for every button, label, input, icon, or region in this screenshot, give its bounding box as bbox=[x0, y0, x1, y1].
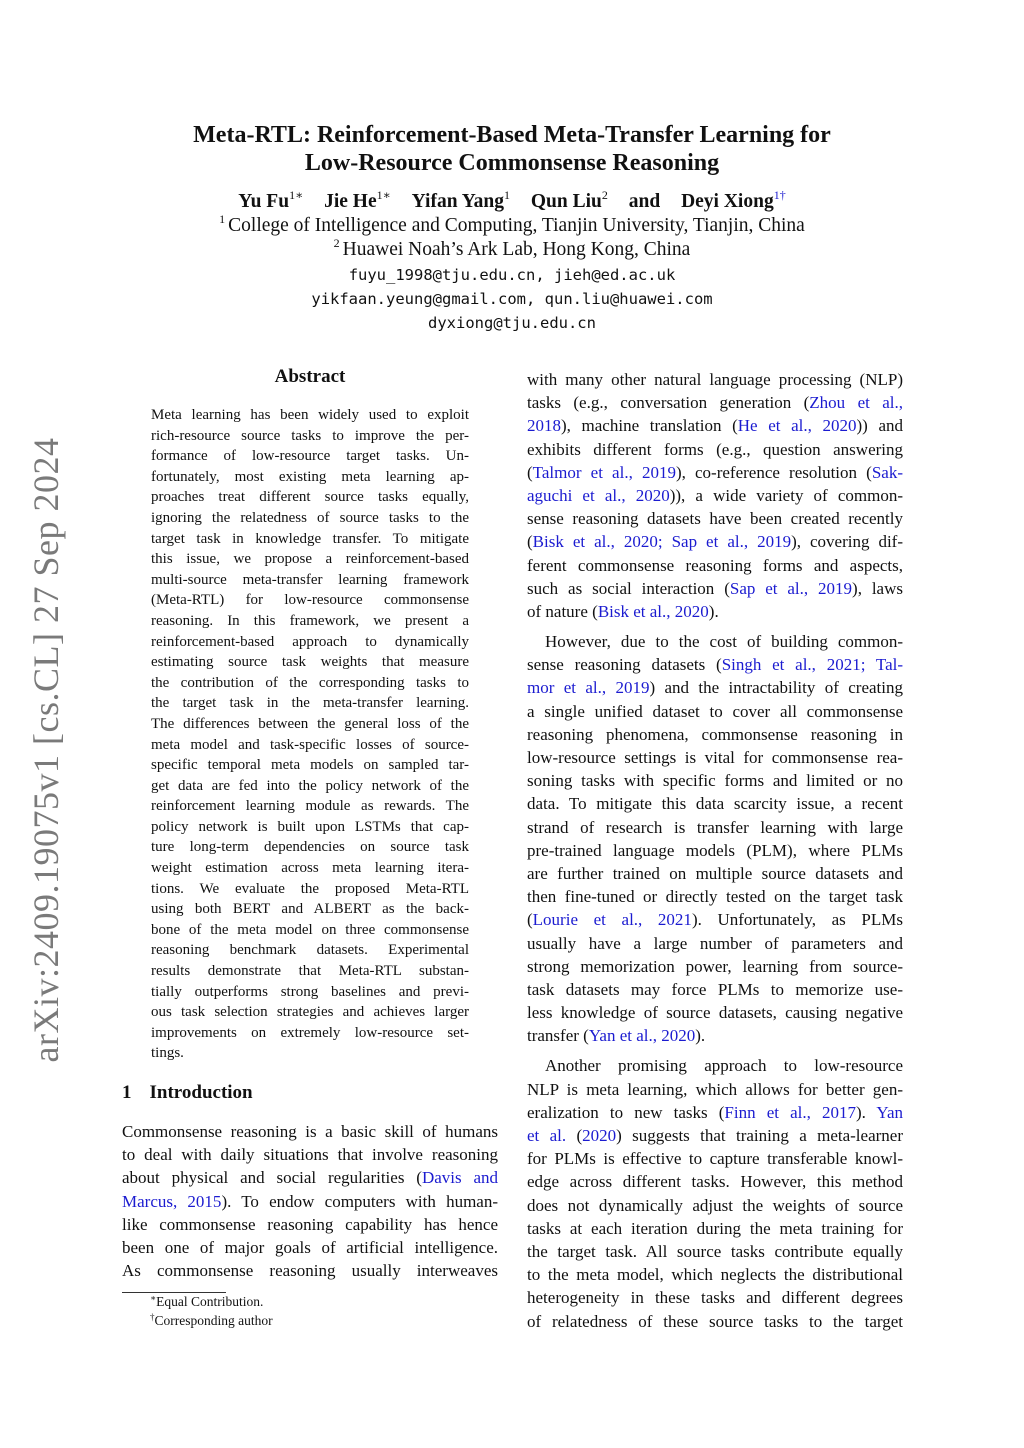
author: Jie $He^{1∗}$ bbox=[324, 188, 391, 212]
body-line: mor et al., 2019) and the intractability of creating bbox=[527, 678, 903, 698]
body-line: are further trained on multiple source datasets and bbox=[527, 863, 903, 883]
affiliation-2: $^2$ Huawei Noah’s Ark Lab, Hong Kong, China bbox=[333, 236, 691, 260]
section-number: 1 bbox=[122, 1082, 132, 1103]
email-line-3: dyxiong@tju.edu.cn bbox=[428, 314, 596, 332]
affiliation-1: $^1$ College of Intelligence and Computing, Tianjin University, Tianjin, China bbox=[219, 212, 805, 236]
abstract-line: ous task selection strategies and achieves larger bbox=[151, 1004, 469, 1021]
citation-link[interactable]: Singh et al., 2021; Tal- bbox=[721, 655, 903, 675]
citation-link[interactable]: He et al., 2020 bbox=[737, 416, 857, 436]
body-line: of relatedness of these source tasks to the target bbox=[527, 1311, 903, 1331]
body-line: task datasets may force PLMs to memorize use- bbox=[527, 979, 903, 999]
section-heading-introduction bbox=[122, 1082, 253, 1104]
body-line: eralization to new tasks (Finn et al., 2017). Yan bbox=[527, 1102, 903, 1122]
intro-right-column bbox=[527, 368, 903, 1333]
abstract-line: this issue, we propose a reinforcement-based bbox=[151, 551, 469, 568]
body-line: low-resource settings is vital for commonsense rea- bbox=[527, 748, 903, 767]
body-line: 2018), machine translation (He et al., 2020)) and bbox=[527, 416, 904, 436]
body-line: data. To mitigate this data scarcity issue, a recent bbox=[527, 794, 903, 814]
abstract-line: reasoning. In this framework, we present a bbox=[151, 612, 469, 629]
body-line: Commonsense reasoning is a basic skill of humans bbox=[122, 1122, 498, 1141]
citation-link[interactable]: 2020 bbox=[582, 1126, 617, 1145]
abstract-line: proaches treat different source tasks equally, bbox=[151, 489, 469, 506]
citation-link[interactable]: Lourie et al., 2021 bbox=[532, 910, 692, 930]
citation-link[interactable]: Bisk et al., 2020; Sap et al., 2019 bbox=[532, 532, 792, 552]
body-line: sense reasoning datasets (Singh et al., 2021; Tal- bbox=[527, 655, 903, 675]
author-list bbox=[120, 190, 904, 214]
abstract-line: tially outperforms strong baselines and previ- bbox=[151, 983, 469, 1000]
body-line: like commonsense reasoning capability has hence bbox=[122, 1214, 498, 1234]
abstract-line: tions. We evaluate the proposed Meta-RTL bbox=[151, 880, 469, 897]
body-line: for PLMs is effective to capture transferable knowl- bbox=[527, 1149, 903, 1169]
body-line: to deal with daily situations that involve reasoning bbox=[122, 1145, 498, 1165]
citation-link[interactable]: et al. bbox=[527, 1126, 567, 1145]
body-line: tasks (e.g., conversation generation (Zhou et al., bbox=[527, 393, 903, 413]
body-line: However, due to the cost of building common- bbox=[545, 632, 903, 652]
body-line: of nature (Bisk et al., 2020). bbox=[527, 601, 719, 621]
abstract-line: estimating source task weights that measure bbox=[151, 654, 469, 671]
abstract-line: bone of the meta model on three commonsense bbox=[151, 921, 469, 938]
abstract-line: ignoring the relatedness of source tasks to the bbox=[151, 509, 469, 526]
body-line: such as social interaction (Sap et al., 2019), laws bbox=[527, 578, 903, 598]
body-line: (Lourie et al., 2021). Unfortunately, as PLMs bbox=[527, 910, 903, 930]
arxiv-identifier-stamp bbox=[20, 437, 72, 1063]
body-line: less knowledge of source datasets, causing negative bbox=[527, 1003, 903, 1023]
paper-title bbox=[120, 121, 904, 177]
author: Yifan Yang$^1$ bbox=[411, 188, 510, 212]
abstract-heading: Abstract bbox=[274, 366, 346, 387]
email-line-2: yikfaan.yeung@gmail.com, qun.liu@huawei.com bbox=[311, 290, 713, 308]
body-line: edge across different tasks. However, this method bbox=[527, 1172, 903, 1192]
abstract-line: get data are fed into the policy network of the bbox=[151, 777, 469, 794]
body-line: then fine-tuned or directly tested on the target task bbox=[527, 887, 903, 907]
citation-link[interactable]: Zhou et al., bbox=[809, 393, 903, 413]
abstract-line: Meta learning has been widely used to exploit bbox=[151, 407, 469, 423]
body-line: the target task. All source tasks contribute equally bbox=[527, 1241, 903, 1261]
body-line: been one of major goals of artificial intelligence. bbox=[122, 1237, 498, 1257]
body-line: soning tasks with specific forms and limited or no bbox=[527, 771, 903, 791]
author: Yu $Fu^{1∗}$ bbox=[238, 188, 304, 212]
body-line: strand of research is transfer learning with large bbox=[527, 817, 903, 837]
title-line-2: Low-Resource Commonsense Reasoning bbox=[304, 150, 720, 176]
abstract-line: reinforcement-based approach to dynamically bbox=[151, 633, 469, 650]
body-line: (Bisk et al., 2020; Sap et al., 2019), covering dif- bbox=[527, 532, 903, 552]
abstract-line: improvements on extremely low-resource set- bbox=[151, 1024, 469, 1041]
email-line-1: fuyu_1998@tju.edu.cn, jieh@ed.ac.uk bbox=[348, 266, 676, 284]
body-line: reasoning phenomena, commonsense reasoning in bbox=[527, 724, 903, 744]
abstract-line: formance of low-resource target tasks. Un- bbox=[151, 448, 469, 465]
body-line: Another promising approach to low-resource bbox=[545, 1056, 903, 1076]
arxiv-stamp-text: arXiv:2409.19075v1 [cs.CL] 27 Sep 2024 bbox=[26, 437, 66, 1063]
abstract-line: the contribution of the corresponding tasks to bbox=[151, 674, 469, 691]
footnote-corresponding-author: †Corresponding author bbox=[150, 1312, 273, 1328]
title-line-1: Meta-RTL: Reinforcement-Based Meta-Transfer Learning for bbox=[193, 122, 831, 148]
body-line: heterogeneity in these tasks and different degrees bbox=[527, 1288, 903, 1308]
citation-link[interactable]: Bisk et al., 2020 bbox=[597, 601, 709, 621]
body-line: As commonsense reasoning usually interweaves bbox=[122, 1261, 498, 1281]
citation-link[interactable]: Finn et al., 2017 bbox=[724, 1102, 856, 1122]
abstract-line: policy network is built upon LSTMs that cap- bbox=[151, 818, 469, 835]
body-line: Marcus, 2015). To endow computers with human- bbox=[122, 1191, 499, 1211]
abstract-body bbox=[151, 405, 469, 1064]
abstract-line: fortunately, most existing meta learning ap- bbox=[151, 468, 469, 485]
citation-link[interactable]: Marcus, 2015 bbox=[122, 1191, 222, 1211]
body-line: about physical and social regularities (Davis and bbox=[122, 1168, 498, 1188]
section-title: Introduction bbox=[149, 1082, 253, 1103]
body-line: ferent commonsense reasoning forms and aspects, bbox=[527, 555, 903, 575]
abstract-line: using both BERT and ALBERT as the back- bbox=[151, 901, 469, 918]
body-line: strong memorization power, learning from source- bbox=[527, 956, 903, 976]
citation-link[interactable]: Sap et al., 2019 bbox=[729, 578, 853, 598]
author: Deyi Xiong$^{1\dagger}$ bbox=[681, 188, 786, 212]
footnote-equal-contribution: ∗Equal Contribution. bbox=[150, 1293, 264, 1309]
body-line: exhibits different forms (e.g., question answering bbox=[527, 439, 903, 459]
body-line: et al. (2020) suggests that training a meta-learner bbox=[527, 1126, 903, 1145]
abstract-line: weight estimation across meta learning itera- bbox=[151, 860, 469, 877]
citation-link[interactable]: Yan et al., 2020 bbox=[588, 1026, 696, 1046]
abstract-line: target task in knowledge transfer. To mitigate bbox=[151, 530, 469, 547]
abstract-line: The differences between the general loss of the bbox=[151, 715, 469, 732]
abstract-line: ture long-term dependencies on source task bbox=[151, 839, 469, 856]
abstract-line: tings. bbox=[151, 1045, 184, 1062]
author: Qun Liu$^2$ bbox=[530, 188, 608, 212]
abstract-line: rich-resource source tasks to improve the per- bbox=[151, 427, 469, 444]
abstract-line: reasoning benchmark datasets. Experimental bbox=[151, 942, 469, 959]
abstract-line: multi-source meta-transfer learning framework bbox=[151, 571, 469, 588]
abstract-line: (Meta-RTL) for low-resource commonsense bbox=[151, 592, 469, 609]
body-line: does not dynamically adjust the weights of source bbox=[527, 1195, 903, 1215]
abstract-line: meta model and task-specific losses of source- bbox=[151, 736, 469, 753]
citation-link[interactable]: Talmor et al., 2019 bbox=[532, 462, 676, 482]
abstract-line: reinforcement learning module as rewards. The bbox=[151, 798, 469, 815]
body-line: usually have a large number of parameters and bbox=[527, 933, 903, 953]
abstract-line: results demonstrate that Meta-RTL substan- bbox=[151, 963, 469, 980]
body-line: pre-trained language models (PLM), where PLMs bbox=[527, 840, 903, 860]
citation-link[interactable]: Yan bbox=[876, 1102, 903, 1122]
body-line: to the meta model, which neglects the distributional bbox=[527, 1265, 903, 1285]
body-line: transfer (Yan et al., 2020). bbox=[527, 1026, 706, 1046]
citation-link[interactable]: 2018 bbox=[527, 416, 561, 436]
abstract-line: specific temporal meta models on sampled tar- bbox=[151, 757, 469, 774]
citation-link[interactable]: mor et al., 2019 bbox=[527, 678, 650, 698]
body-line: a single unified dataset to cover all commonsense bbox=[527, 701, 903, 721]
author-conjunction: and bbox=[628, 191, 661, 212]
citation-link[interactable]: Davis and bbox=[421, 1168, 498, 1188]
body-line: aguchi et al., 2020)), a wide variety of common- bbox=[527, 485, 903, 505]
intro-left-column bbox=[122, 1120, 498, 1282]
body-line: (Talmor et al., 2019), co-reference resolution (Sak- bbox=[527, 462, 903, 482]
body-line: NLP is meta learning, which allows for better gen- bbox=[527, 1079, 903, 1099]
body-line: tasks at each iteration during the meta training for bbox=[527, 1218, 903, 1238]
citation-link[interactable]: aguchi et al., 2020 bbox=[527, 485, 670, 505]
citation-link[interactable]: Sak- bbox=[871, 462, 903, 482]
body-line: sense reasoning datasets have been created recently bbox=[527, 509, 903, 529]
abstract-line: the target task in the meta-transfer learning. bbox=[151, 695, 469, 712]
body-line: with many other natural language processing (NLP) bbox=[527, 370, 903, 389]
